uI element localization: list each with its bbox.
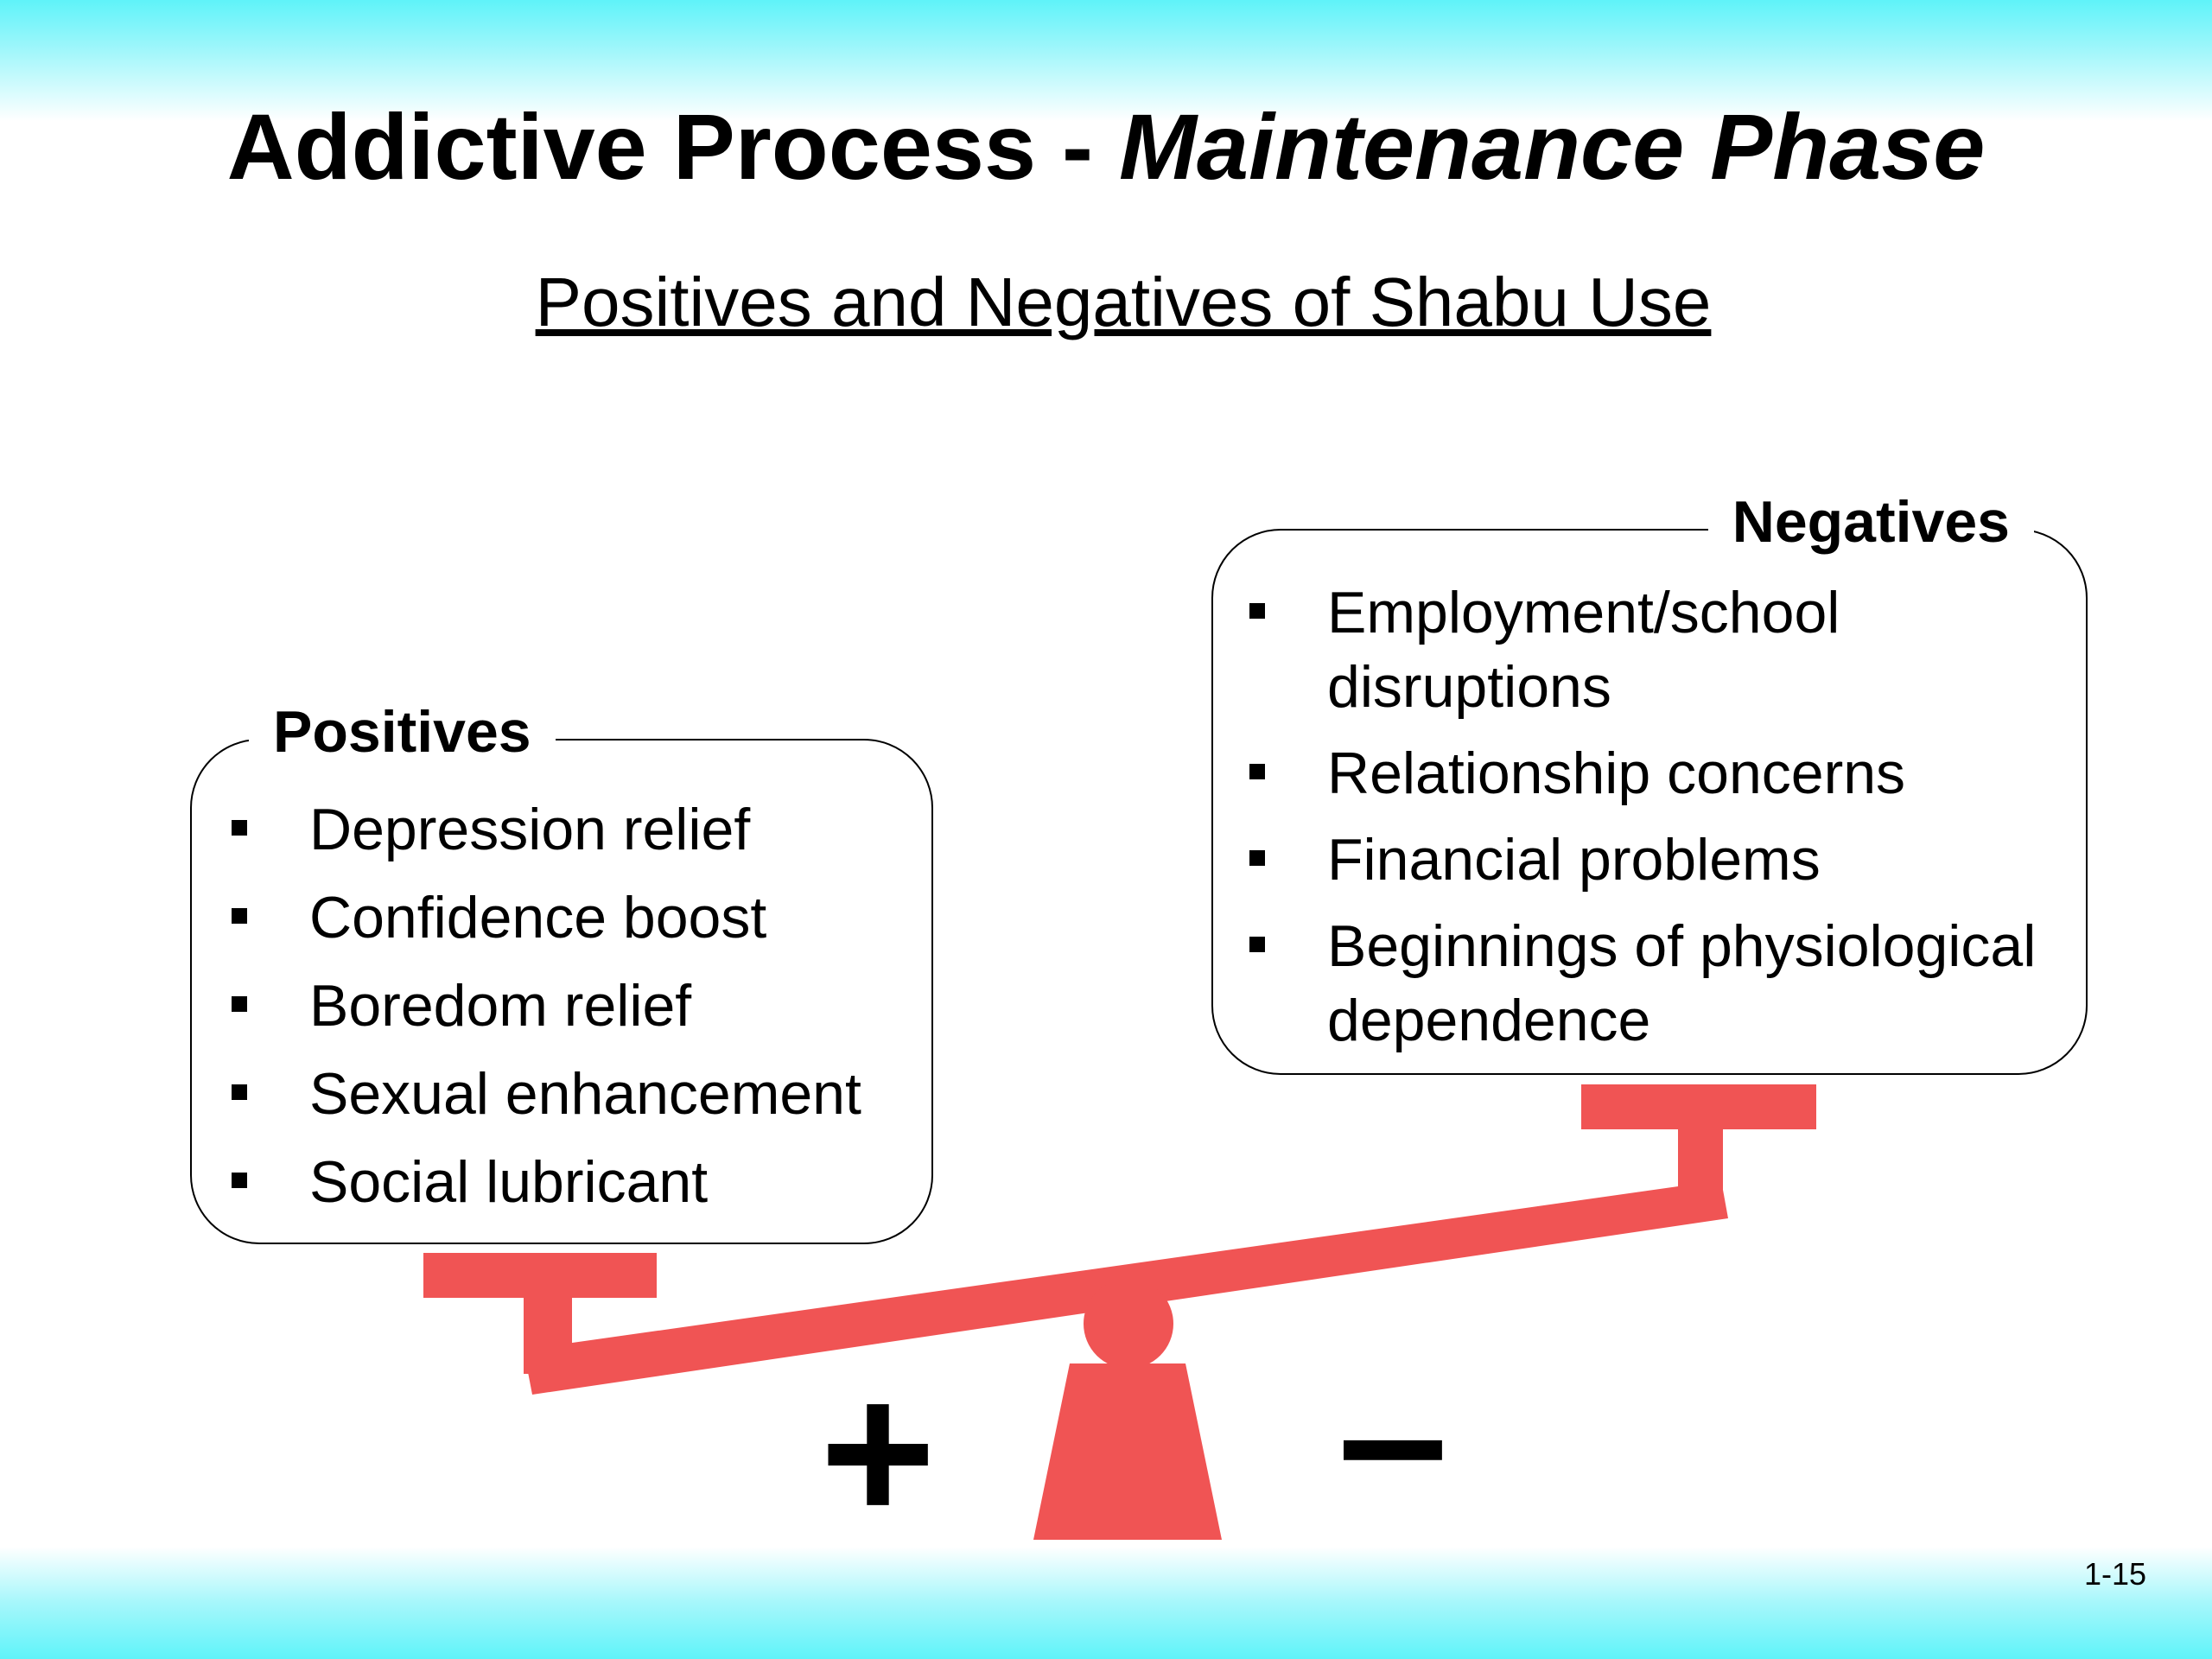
negatives-label: Negatives (1708, 487, 2034, 556)
square-bullet-icon (1249, 603, 1265, 619)
list-item (1213, 909, 2086, 1058)
list-item-text: Confidence boost (309, 885, 767, 950)
list-item-text: Depression relief (309, 797, 751, 862)
square-bullet-icon (232, 908, 247, 924)
list-item (1213, 736, 2086, 810)
square-bullet-icon (232, 1084, 247, 1100)
negatives-box (1211, 489, 2088, 1075)
list-item (192, 969, 935, 1043)
square-bullet-icon (232, 820, 247, 836)
square-bullet-icon (232, 1173, 247, 1188)
list-item-text: Employment/school disruptions (1327, 580, 1840, 720)
right-pan-stem (1678, 1119, 1723, 1214)
list-item (1213, 823, 2086, 897)
square-bullet-icon (232, 996, 247, 1012)
positives-label: Positives (249, 697, 556, 766)
square-bullet-icon (1249, 764, 1265, 779)
list-item-text: Relationship concerns (1327, 741, 1906, 806)
positives-box (190, 699, 933, 1244)
fulcrum-pivot (1084, 1279, 1173, 1369)
plus-sign: + (819, 1341, 937, 1563)
minus-sign: – (1338, 1324, 1448, 1546)
list-item-text: Financial problems (1327, 827, 1821, 893)
title-phase: Maintenance Phase (1119, 94, 1986, 199)
list-item (192, 1057, 935, 1131)
list-item-text: Boredom relief (309, 973, 692, 1039)
list-item (192, 1145, 935, 1219)
list-item-text: Sexual enhancement (309, 1061, 861, 1127)
slide-subtitle: Positives and Negatives of Shabu Use (535, 264, 1712, 340)
title-main: Addictive Process - (226, 94, 1119, 199)
list-item-text: Beginnings of physiological dependence (1327, 913, 2037, 1053)
list-item-text: Social lubricant (309, 1149, 709, 1215)
positives-list (192, 792, 935, 1233)
list-item (192, 792, 935, 867)
negatives-list (1213, 575, 2086, 1070)
list-item (192, 880, 935, 955)
list-item (1213, 575, 2086, 724)
fulcrum-base (1033, 1363, 1222, 1540)
page-number: 1-15 (2084, 1556, 2147, 1592)
square-bullet-icon (1249, 850, 1265, 866)
square-bullet-icon (1249, 937, 1265, 952)
